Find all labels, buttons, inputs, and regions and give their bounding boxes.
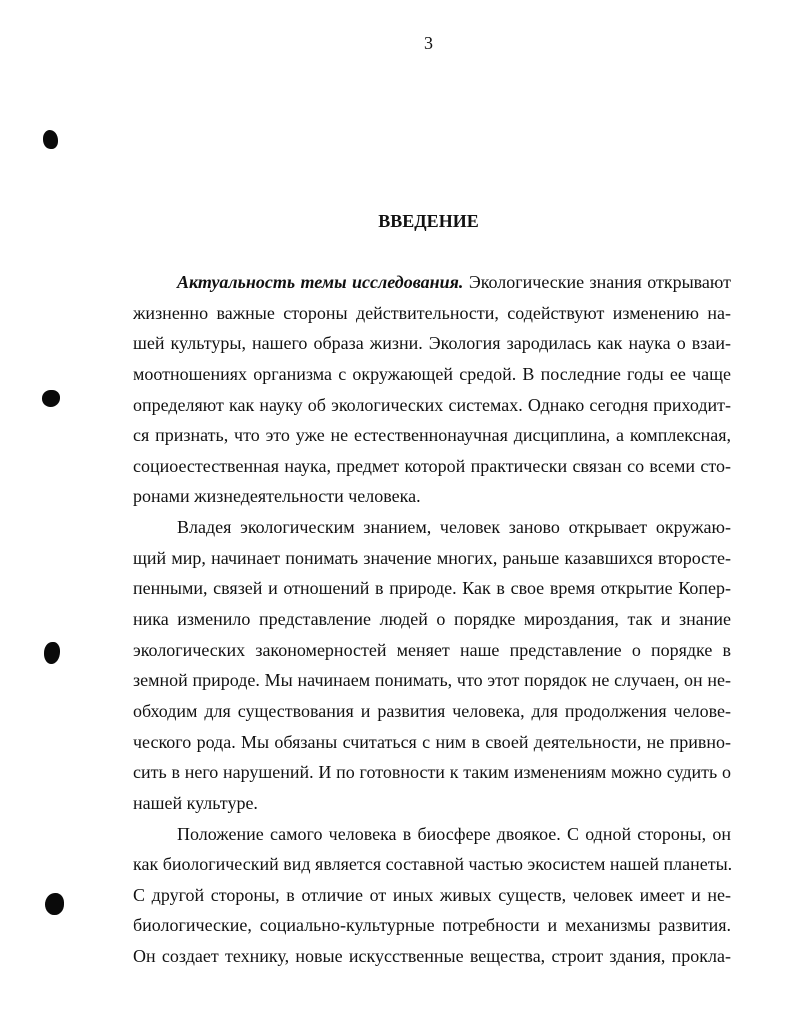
paragraph-line: определяют как науку об экологических системах. Однако сегодня приходит-: [133, 394, 731, 415]
punch-hole-mark: [44, 642, 60, 664]
paragraph-line: шей культуры, нашего образа жизни. Экология зародилась как наука о взаи-: [133, 333, 731, 354]
body-text: [133, 267, 731, 972]
paragraph-line: пенными, связей и отношений в природе. Как в свое время открытие Копер-: [133, 578, 731, 599]
line-text: Экологические знания открывают: [463, 272, 731, 292]
page-number: 3: [424, 33, 433, 53]
punch-hole-mark: [42, 390, 60, 407]
paragraph-line: жизненно важные стороны действительности, содействуют изменению на-: [133, 302, 731, 323]
paragraph-human-position: [133, 819, 731, 972]
paragraph-line: ника изменило представление людей о порядке мироздания, так и знание: [133, 609, 731, 630]
punch-hole-mark: [45, 893, 64, 915]
paragraph-line: моотношениях организма с окружающей средой. В последние годы ее чаще: [133, 363, 731, 384]
paragraph-line: обходим для существования и развития человека, для продолжения челове-: [133, 700, 731, 721]
paragraph-line: Владея экологическим знанием, человек заново открывает окружаю-: [177, 517, 731, 538]
lead-phrase: Актуальность темы исследования.: [177, 272, 464, 292]
paragraph-ecological-knowledge: [133, 512, 731, 818]
paragraph-line: ческого рода. Мы обязаны считаться с ним в своей деятельности, не привно-: [133, 731, 731, 752]
paragraph-line: социоестественная наука, предмет которой практически связан со всеми сто-: [133, 455, 731, 476]
paragraph-line: биологические, социально-культурные потребности и механизмы развития.: [133, 915, 731, 936]
paragraph-line: ронами жизнедеятельности человека.: [133, 486, 421, 507]
paragraph-line: С другой стороны, в отличие от иных живых существ, человек имеет и не-: [133, 884, 731, 905]
paragraph-line: щий мир, начинает понимать значение многих, раньше казавшихся второсте-: [133, 547, 731, 568]
punch-hole-mark: [43, 130, 58, 149]
section-heading: ВВЕДЕНИЕ: [378, 211, 479, 231]
paragraph-line: Положение самого человека в биосфере двоякое. С одной стороны, он: [177, 823, 731, 844]
paragraph-line: земной природе. Мы начинаем понимать, что этот порядок не случаен, он не-: [133, 670, 731, 691]
paragraph-line: экологических закономерностей меняет наше представление о порядке в: [133, 639, 731, 660]
paragraph-line: сить в него нарушений. И по готовности к таким изменениям можно судить о: [133, 762, 731, 783]
paragraph-line: [133, 267, 731, 298]
paragraph-line: ся признать, что это уже не естественнонаучная дисциплина, а комплексная,: [133, 425, 731, 446]
paragraph-line: как биологический вид является составной частью экосистем нашей планеты.: [133, 854, 733, 875]
paragraph-line: Он создает технику, новые искусственные вещества, строит здания, прокла-: [133, 946, 731, 967]
paragraph-line: нашей культуре.: [133, 792, 258, 813]
paragraph-relevance: [133, 267, 731, 512]
